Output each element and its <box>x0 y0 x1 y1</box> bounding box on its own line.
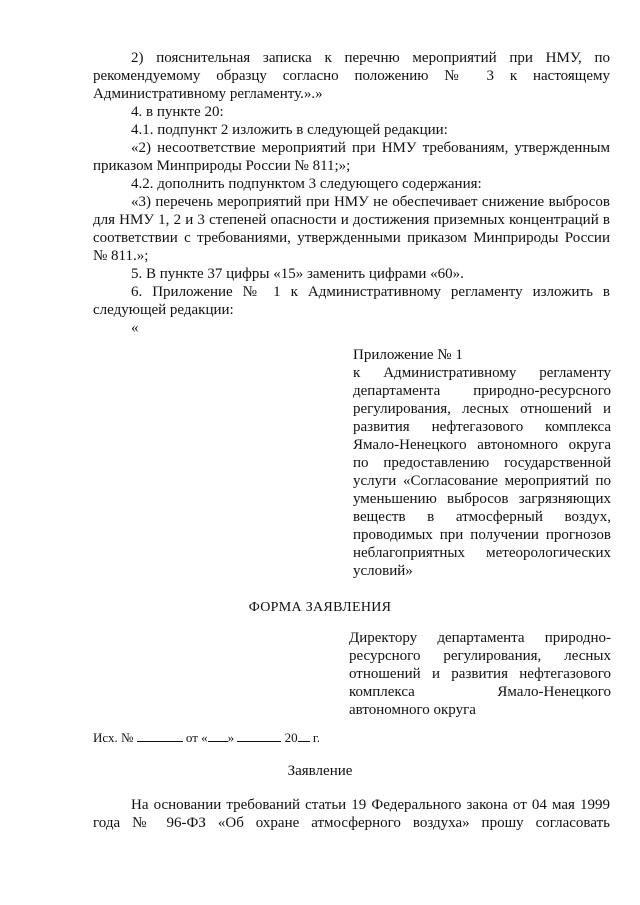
paragraph-subpoint-3 <box>93 193 610 265</box>
text-line: для НМУ 1, 2 и 3 степеней опасности и достижения приземных концентраций в <box>93 212 610 228</box>
text-line: № 811.»; <box>93 248 149 264</box>
text-line: « <box>131 320 139 336</box>
ref-year-prefix: 20 <box>284 730 298 745</box>
ref-date-label: от « <box>185 730 208 745</box>
ref-date-close-quote: » <box>227 730 235 745</box>
appendix-title: Приложение № 1 <box>353 347 463 363</box>
paragraph-point-5 <box>93 265 610 283</box>
appendix-line: по предоставлению государственной <box>353 455 611 471</box>
addressee-block <box>349 629 611 719</box>
form-title: ФОРМА ЗАЯВЛЕНИЯ <box>248 600 392 615</box>
text-line: 5. В пункте 37 цифры «15» заменить цифрами «60». <box>131 266 464 282</box>
appendix-line: к Административному регламенту <box>353 365 611 381</box>
ref-year-suffix: г. <box>312 730 321 745</box>
ref-number-blank <box>137 729 183 742</box>
text-line: соответствии с требованиями, утвержденными приказом Минприроды России <box>93 230 610 246</box>
text-line: «2) несоответствие мероприятий при НМУ требованиям, утвержденным <box>131 140 610 156</box>
text-line: «3) перечень мероприятий при НМУ не обеспечивает снижение выбросов <box>131 194 610 210</box>
paragraph-subpoint-4-1 <box>93 121 610 139</box>
appendix-line: условий» <box>353 563 413 579</box>
text-line: 2) пояснительная записка к перечню мероприятий при НМУ, по <box>131 50 610 66</box>
appendix-line: веществ в атмосферный воздух, <box>353 509 611 525</box>
appendix-block <box>353 346 611 580</box>
reference-line <box>93 729 320 747</box>
text-line: На основании требований статьи 19 Федерального закона от 04 мая 1999 <box>131 797 610 813</box>
ref-number-label: Исх. № <box>93 730 134 745</box>
appendix-line: регулирования, лесных отношений и <box>353 401 611 417</box>
text-line: следующей редакции: <box>93 302 234 318</box>
addressee-line: ресурсного регулирования, лесных <box>349 648 611 664</box>
text-line: года № 96-ФЗ «Об охране атмосферного воздуха» прошу согласовать <box>93 815 610 831</box>
paragraph-explanatory-note <box>93 49 610 103</box>
appendix-line: развития нефтегазового комплекса <box>353 419 611 435</box>
statement-body <box>93 796 610 832</box>
appendix-line: Ямало-Ненецкого автономного округа <box>353 437 611 453</box>
text-line: 4.1. подпункт 2 изложить в следующей редакции: <box>131 122 448 138</box>
paragraph-point-20 <box>93 103 610 121</box>
ref-year-blank <box>298 729 310 742</box>
ref-day-blank <box>208 729 228 742</box>
text-line: Административному регламенту.».» <box>93 86 323 102</box>
appendix-line: департамента природно-ресурсного <box>353 383 611 399</box>
addressee-line: отношений и развития нефтегазового <box>349 666 611 682</box>
appendix-line: уменьшению выбросов загрязняющих <box>353 491 611 507</box>
statement-title: Заявление <box>287 763 353 779</box>
text-line: 6. Приложение № 1 к Административному регламенту изложить в <box>131 284 610 300</box>
addressee-line: комплекса Ямало-Ненецкого <box>349 684 611 700</box>
paragraph-subpoint-2 <box>93 139 610 175</box>
text-line: приказом Минприроды России № 811;»; <box>93 158 351 174</box>
text-line: 4. в пункте 20: <box>131 104 224 120</box>
appendix-line: проводимых при получении прогнозов <box>353 527 611 543</box>
text-line: рекомендуемому образцу согласно положению № 3 к настоящему <box>93 68 610 84</box>
appendix-line: услуги «Согласование мероприятий по <box>353 473 611 489</box>
appendix-line: неблагоприятных метеорологических <box>353 545 611 561</box>
paragraph-point-6 <box>93 283 610 319</box>
paragraph-subpoint-4-2 <box>93 175 610 193</box>
text-line: 4.2. дополнить подпунктом 3 следующего содержания: <box>131 176 482 192</box>
ref-month-blank <box>237 729 281 742</box>
addressee-line: автономного округа <box>349 702 476 718</box>
addressee-line: Директору департамента природно- <box>349 630 611 646</box>
opening-quote <box>93 319 610 337</box>
